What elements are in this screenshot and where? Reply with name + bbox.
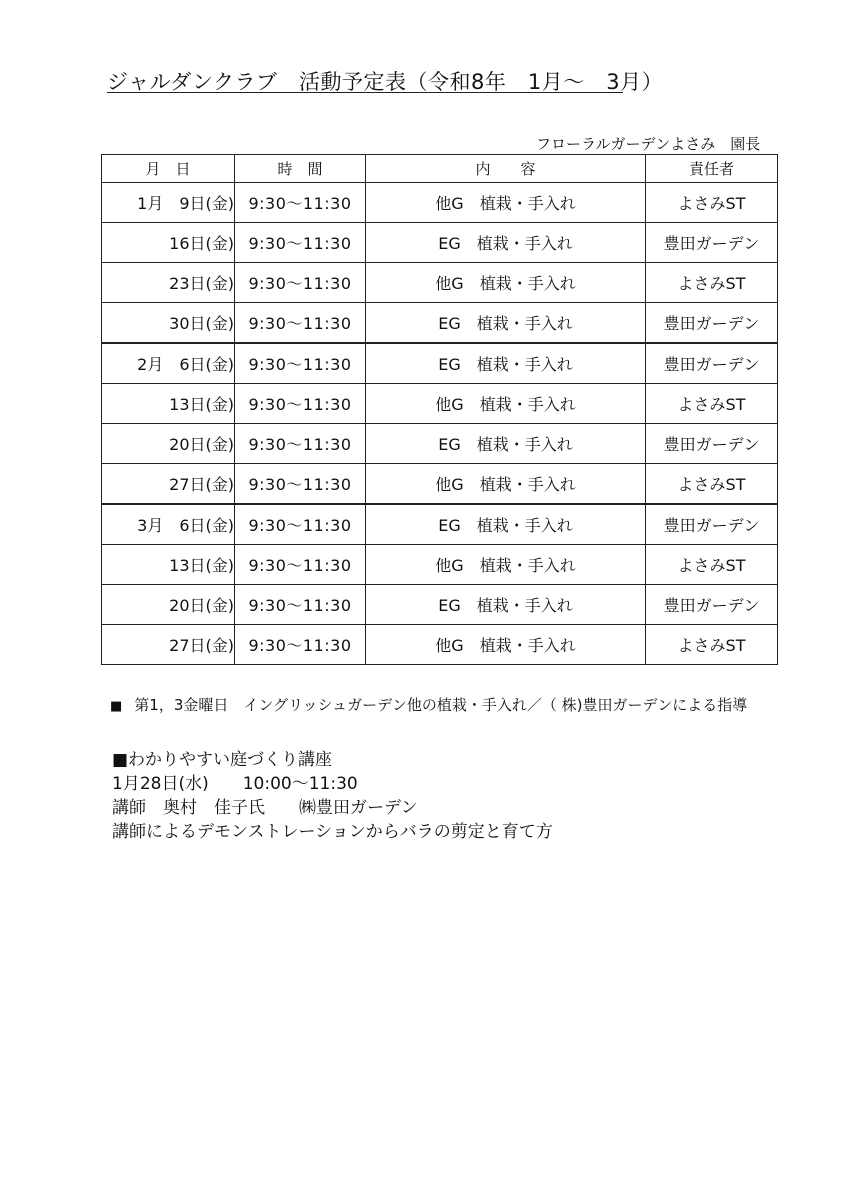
table-row [102, 303, 778, 344]
content-cell: EG 植栽・手入れ [366, 585, 646, 625]
person-cell: よさみST [646, 263, 778, 303]
lecture-instructor: 講師 奥村 佳子氏 ㈱豊田ガーデン [112, 798, 418, 818]
content-cell: EG 植栽・手入れ [366, 504, 646, 545]
lecture-description: 講師によるデモンストレーションからバラの剪定と育て方 [112, 822, 553, 842]
time-cell: 9:30～11:30 [235, 625, 366, 665]
time-cell: 9:30～11:30 [235, 303, 366, 344]
table-row [102, 183, 778, 223]
date-cell: 3月 6日(金) [102, 504, 235, 545]
content-cell: EG 植栽・手入れ [366, 343, 646, 384]
table-row [102, 424, 778, 464]
time-cell: 9:30～11:30 [235, 263, 366, 303]
person-cell: よさみST [646, 183, 778, 223]
content-cell: 他G 植栽・手入れ [366, 625, 646, 665]
date-cell: 16日(金) [102, 223, 235, 263]
square-bullet-icon: ■ [110, 699, 123, 714]
content-cell: 他G 植栽・手入れ [366, 545, 646, 585]
date-cell: 27日(金) [102, 625, 235, 665]
table-row [102, 343, 778, 384]
person-cell: 豊田ガーデン [646, 343, 778, 384]
time-cell: 9:30～11:30 [235, 223, 366, 263]
content-cell: 他G 植栽・手入れ [366, 183, 646, 223]
content-cell: 他G 植栽・手入れ [366, 263, 646, 303]
column-header-person: 責任者 [646, 155, 778, 183]
organization-label: フローラルガーデンよさみ 園長 [536, 135, 761, 153]
content-cell: EG 植栽・手入れ [366, 223, 646, 263]
content-cell: 他G 植栽・手入れ [366, 384, 646, 424]
date-cell: 20日(金) [102, 424, 235, 464]
content-cell: EG 植栽・手入れ [366, 303, 646, 344]
person-cell: 豊田ガーデン [646, 585, 778, 625]
person-cell: よさみST [646, 545, 778, 585]
date-cell: 2月 6日(金) [102, 343, 235, 384]
date-cell: 20日(金) [102, 585, 235, 625]
table-row [102, 625, 778, 665]
content-cell: EG 植栽・手入れ [366, 424, 646, 464]
time-cell: 9:30～11:30 [235, 464, 366, 505]
table-row [102, 384, 778, 424]
table-row [102, 223, 778, 263]
column-header-date: 月 日 [102, 155, 235, 183]
date-cell: 27日(金) [102, 464, 235, 505]
guidance-note-text: 第1，3金曜日 イングリッシュガーデン他の植栽・手入れ／（ 株)豊田ガーデンによる指導 [134, 696, 748, 714]
time-cell: 9:30～11:30 [235, 424, 366, 464]
date-cell: 1月 9日(金) [102, 183, 235, 223]
table-row [102, 464, 778, 505]
person-cell: 豊田ガーデン [646, 504, 778, 545]
lecture-heading: ■わかりやすい庭づくり講座 [112, 750, 333, 770]
guidance-note [110, 694, 747, 715]
table-header-row [102, 155, 778, 183]
lecture-section [112, 748, 553, 844]
time-cell: 9:30～11:30 [235, 545, 366, 585]
date-cell: 13日(金) [102, 384, 235, 424]
column-header-time: 時 間 [235, 155, 366, 183]
schedule-table [101, 154, 778, 665]
person-cell: よさみST [646, 625, 778, 665]
time-cell: 9:30～11:30 [235, 183, 366, 223]
date-cell: 30日(金) [102, 303, 235, 344]
table-row [102, 585, 778, 625]
table-row [102, 545, 778, 585]
page-title: ジャルダンクラブ 活動予定表（令和8年 1月～ 3月） [107, 70, 664, 94]
time-cell: 9:30～11:30 [235, 585, 366, 625]
table-row [102, 504, 778, 545]
title-underline [107, 92, 623, 93]
lecture-datetime: 1月28日(水) 10:00～11:30 [112, 774, 358, 794]
person-cell: 豊田ガーデン [646, 303, 778, 344]
time-cell: 9:30～11:30 [235, 384, 366, 424]
table-row [102, 263, 778, 303]
column-header-content: 内 容 [366, 155, 646, 183]
date-cell: 13日(金) [102, 545, 235, 585]
person-cell: 豊田ガーデン [646, 424, 778, 464]
person-cell: よさみST [646, 384, 778, 424]
time-cell: 9:30～11:30 [235, 343, 366, 384]
date-cell: 23日(金) [102, 263, 235, 303]
person-cell: よさみST [646, 464, 778, 505]
content-cell: 他G 植栽・手入れ [366, 464, 646, 505]
time-cell: 9:30～11:30 [235, 504, 366, 545]
person-cell: 豊田ガーデン [646, 223, 778, 263]
